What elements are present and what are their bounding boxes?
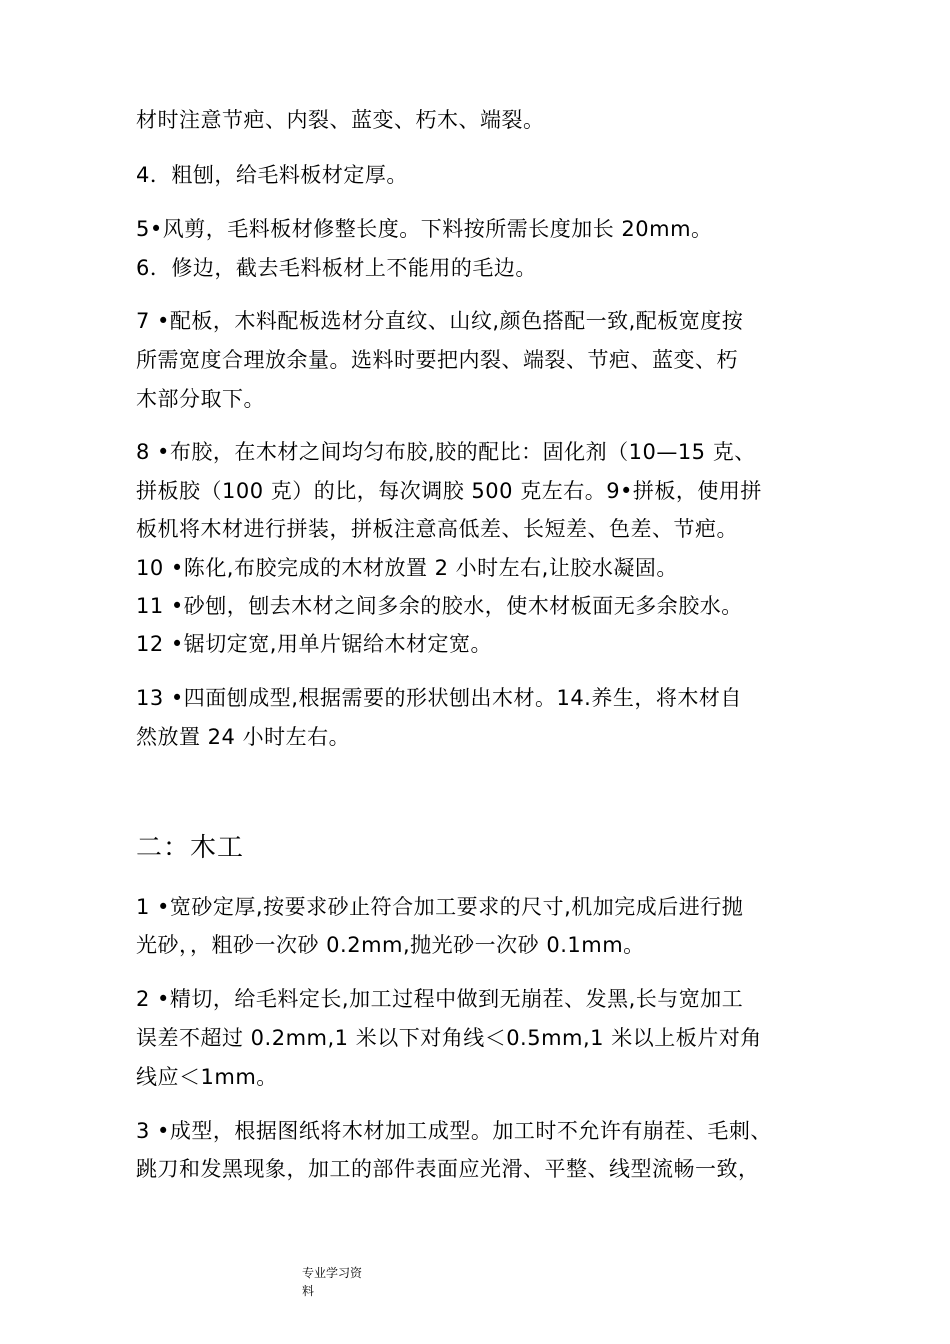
section-heading: 二：木工 bbox=[136, 833, 245, 863]
paragraph-line: 光砂，，粗砂一次砂 0.2mm,抛光砂一次砂 0.1mm。 bbox=[136, 933, 645, 957]
paragraph-line: 拼板胶（100 克）的比，每次调胶 500 克左右。9•拼板，使用拼 bbox=[136, 479, 762, 503]
paragraph-line: 误差不超过 0.2mm,1 米以下对角线＜0.5mm,1 米以上板片对角 bbox=[136, 1026, 762, 1050]
paragraph-line: 3 •成型，根据图纸将木材加工成型。加工时不允许有崩茬、毛刺、 bbox=[136, 1119, 772, 1143]
footer-text-line1: 专业学习资 bbox=[302, 1266, 363, 1280]
paragraph-line: 7 •配板，木料配板选材分直纹、山纹,颜色搭配一致,配板宽度按 bbox=[136, 309, 744, 333]
paragraph-line: 木部分取下。 bbox=[136, 387, 265, 411]
paragraph-line: 材时注意节疤、内裂、蓝变、朽木、端裂。 bbox=[136, 108, 545, 132]
paragraph-line: 10 •陈化,布胶完成的木材放置 2 小时左右,让胶水凝固。 bbox=[136, 556, 678, 580]
paragraph-line: 13 •四面刨成型,根据需要的形状刨出木材。14.养生，将木材自 bbox=[136, 686, 742, 710]
paragraph-line: 5•风剪，毛料板材修整长度。下料按所需长度加长 20mm。 bbox=[136, 217, 713, 241]
paragraph-line: 板机将木材进行拼装，拼板注意高低差、长短差、色差、节疤。 bbox=[136, 517, 738, 541]
footer-text-line2: 料 bbox=[302, 1284, 315, 1298]
paragraph-line: 6．修边，截去毛料板材上不能用的毛边。 bbox=[136, 256, 537, 280]
paragraph-line: 4．粗刨，给毛料板材定厚。 bbox=[136, 163, 408, 187]
paragraph-line: 8 •布胶，在木材之间均匀布胶,胶的配比：固化剂（10—15 克、 bbox=[136, 440, 756, 464]
paragraph-line: 11 •砂刨，刨去木材之间多余的胶水，使木材板面无多余胶水。 bbox=[136, 594, 743, 618]
paragraph-line: 线应＜1mm。 bbox=[136, 1065, 278, 1089]
paragraph-line: 1 •宽砂定厚,按要求砂止符合加工要求的尺寸,机加完成后进行抛 bbox=[136, 895, 744, 919]
paragraph-line: 跳刀和发黑现象，加工的部件表面应光滑、平整、线型流畅一致， bbox=[136, 1157, 760, 1181]
paragraph-line: 所需宽度合理放余量。选料时要把内裂、端裂、节疤、蓝变、朽 bbox=[136, 348, 738, 372]
paragraph-line: 2 •精切，给毛料定长,加工过程中做到无崩茬、发黑,长与宽加工 bbox=[136, 987, 744, 1011]
paragraph-line: 然放置 24 小时左右。 bbox=[136, 725, 351, 749]
paragraph-line: 12 •锯切定宽,用单片锯给木材定宽。 bbox=[136, 632, 492, 656]
